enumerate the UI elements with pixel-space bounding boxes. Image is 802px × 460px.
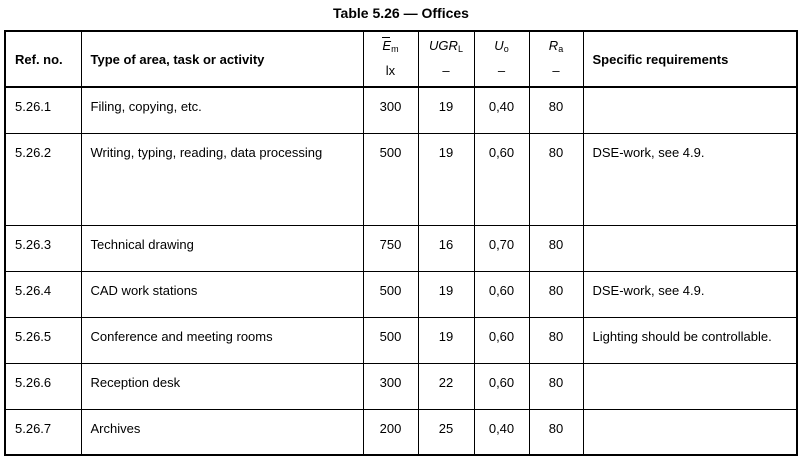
cell-type: Reception desk — [81, 363, 363, 409]
cell-ugr: 19 — [418, 133, 474, 225]
cell-ugr: 16 — [418, 225, 474, 271]
header-row — [5, 31, 797, 87]
table-row — [5, 271, 797, 317]
cell-uo: 0,40 — [474, 409, 529, 455]
ugr-unit: – — [442, 63, 450, 78]
cell-ra: 80 — [529, 363, 583, 409]
cell-em: 500 — [363, 271, 418, 317]
cell-ref: 5.26.1 — [5, 87, 81, 133]
ugr-symbol: UGR — [429, 38, 458, 53]
uo-symbol: U — [494, 38, 504, 53]
offices-table — [4, 30, 798, 456]
cell-requirements — [583, 225, 797, 271]
table-row — [5, 87, 797, 133]
ra-unit: – — [552, 63, 560, 78]
cell-ugr: 19 — [418, 271, 474, 317]
cell-em: 500 — [363, 317, 418, 363]
table-caption: Table 5.26 — Offices — [333, 5, 469, 21]
header-uo — [474, 31, 529, 87]
table-row — [5, 363, 797, 409]
cell-uo: 0,60 — [474, 363, 529, 409]
cell-requirements — [583, 363, 797, 409]
cell-ra: 80 — [529, 271, 583, 317]
em-subscript: m — [391, 44, 399, 54]
header-ugr — [418, 31, 474, 87]
table-row — [5, 317, 797, 363]
cell-ra: 80 — [529, 133, 583, 225]
cell-ugr: 19 — [418, 87, 474, 133]
uo-unit: – — [497, 63, 506, 78]
cell-ra: 80 — [529, 317, 583, 363]
cell-ugr: 19 — [418, 317, 474, 363]
cell-ref: 5.26.6 — [5, 363, 81, 409]
cell-type: Filing, copying, etc. — [81, 87, 363, 133]
cell-requirements: DSE-work, see 4.9. — [583, 271, 797, 317]
header-type: Type of area, task or activity — [81, 31, 363, 87]
table-row — [5, 409, 797, 455]
cell-ugr: 22 — [418, 363, 474, 409]
header-ref: Ref. no. — [5, 31, 81, 87]
cell-em: 300 — [363, 363, 418, 409]
em-symbol: E — [382, 38, 392, 53]
cell-requirements — [583, 87, 797, 133]
cell-requirements: Lighting should be controllable. — [583, 317, 797, 363]
cell-ugr: 25 — [418, 409, 474, 455]
em-unit: lx — [385, 63, 396, 78]
cell-ref: 5.26.7 — [5, 409, 81, 455]
cell-type: Technical drawing — [81, 225, 363, 271]
cell-ref: 5.26.2 — [5, 133, 81, 225]
cell-em: 200 — [363, 409, 418, 455]
cell-uo: 0,70 — [474, 225, 529, 271]
header-ra — [529, 31, 583, 87]
cell-ra: 80 — [529, 225, 583, 271]
cell-em: 500 — [363, 133, 418, 225]
header-em — [363, 31, 418, 87]
cell-em: 300 — [363, 87, 418, 133]
cell-requirements: DSE-work, see 4.9. — [583, 133, 797, 225]
table-row — [5, 133, 797, 225]
cell-ref: 5.26.4 — [5, 271, 81, 317]
cell-ra: 80 — [529, 87, 583, 133]
table-row — [5, 225, 797, 271]
cell-uo: 0,60 — [474, 317, 529, 363]
cell-ref: 5.26.5 — [5, 317, 81, 363]
cell-type: Conference and meeting rooms — [81, 317, 363, 363]
cell-em: 750 — [363, 225, 418, 271]
cell-type: Writing, typing, reading, data processing — [81, 133, 363, 225]
cell-type: CAD work stations — [81, 271, 363, 317]
cell-requirements — [583, 409, 797, 455]
uo-subscript: o — [503, 44, 509, 54]
ugr-subscript: L — [457, 44, 463, 54]
ra-subscript: a — [558, 44, 564, 54]
cell-ra: 80 — [529, 409, 583, 455]
cell-type: Archives — [81, 409, 363, 455]
header-requirements: Specific requirements — [583, 31, 797, 87]
cell-uo: 0,60 — [474, 271, 529, 317]
ra-symbol: R — [548, 38, 559, 53]
cell-uo: 0,60 — [474, 133, 529, 225]
cell-ref: 5.26.3 — [5, 225, 81, 271]
cell-uo: 0,40 — [474, 87, 529, 133]
